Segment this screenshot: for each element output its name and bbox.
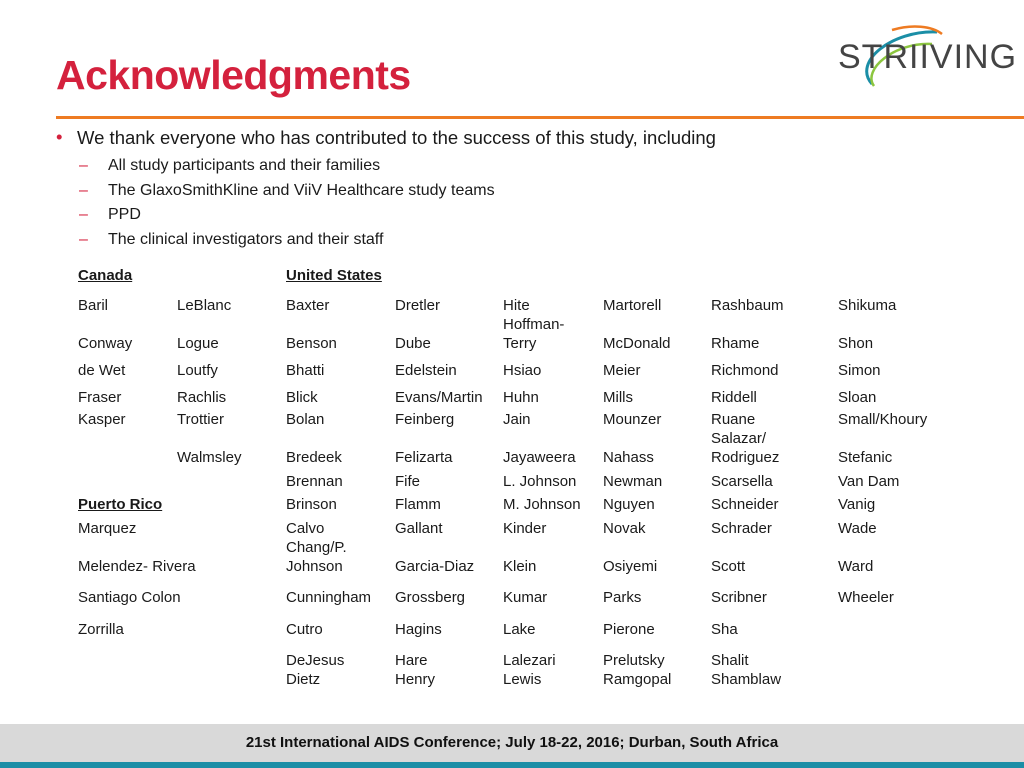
page-title: Acknowledgments — [56, 52, 411, 98]
us-name: Rhame — [711, 335, 760, 352]
us-name: Benson — [286, 335, 337, 352]
us-name: Hoffman- Terry — [503, 316, 565, 352]
us-name: Ramgopal — [603, 671, 672, 688]
us-name: Kinder — [503, 520, 547, 537]
us-name: Mounzer — [603, 411, 662, 428]
bullet-icon: • — [56, 126, 63, 147]
us-name: Bhatti — [286, 362, 325, 379]
canada-name: LeBlanc — [177, 297, 232, 314]
us-name: Novak — [603, 520, 646, 537]
us-name: Blick — [286, 389, 318, 406]
us-name: DeJesus — [286, 652, 345, 669]
title-rule — [56, 116, 1024, 119]
canada-name: Logue — [177, 335, 219, 352]
us-name: Calvo — [286, 520, 325, 537]
us-name: Richmond — [711, 362, 779, 379]
canada-name: Baril — [78, 297, 109, 314]
bullet-text: We thank everyone who has contributed to the success of this study, including — [77, 127, 716, 148]
us-name: Van Dam — [838, 473, 900, 490]
us-name: Hite — [503, 297, 530, 314]
us-name: Parks — [603, 589, 642, 606]
us-name: Schneider — [711, 496, 779, 513]
us-name: Brennan — [286, 473, 343, 490]
us-name: Jayaweera — [503, 449, 576, 466]
canada-name: Loutfy — [177, 362, 218, 379]
us-name: Vanig — [838, 496, 876, 513]
canada-name: Fraser — [78, 389, 122, 406]
us-name: Brinson — [286, 496, 337, 513]
us-name: Scribner — [711, 589, 767, 606]
us-name: Cutro — [286, 621, 323, 638]
us-name: Nahass — [603, 449, 654, 466]
us-name: L. Johnson — [503, 473, 577, 490]
us-name: Prelutsky — [603, 652, 665, 669]
puerto-rico-header: Puerto Rico — [78, 496, 163, 513]
us-name: Nguyen — [603, 496, 655, 513]
puerto-rico-name: Santiago Colon — [78, 589, 181, 606]
canada-name: Walmsley — [177, 449, 242, 466]
dash-icon: – — [79, 231, 88, 249]
us-name: Rashbaum — [711, 297, 784, 314]
footer-text: 21st International AIDS Conference; July 18-22, 2016; Durban, South Africa — [245, 734, 779, 751]
us-name: Lake — [503, 621, 536, 638]
canada-name: Rachlis — [177, 389, 227, 406]
us-name: Pierone — [603, 621, 655, 638]
us-name: Dietz — [286, 671, 321, 688]
us-name: Felizarta — [395, 449, 453, 466]
canada-header: Canada — [78, 267, 133, 284]
us-name: Hare — [395, 652, 428, 669]
us-name: Shamblaw — [711, 671, 782, 688]
us-name: Schrader — [711, 520, 772, 537]
us-name: Lewis — [503, 671, 542, 688]
us-name: Baxter — [286, 297, 330, 314]
footer — [0, 724, 1024, 762]
canada-name: Kasper — [78, 411, 126, 428]
dash-icon: – — [79, 157, 88, 174]
us-name: Simon — [838, 362, 881, 379]
us-name: Ward — [838, 558, 874, 575]
us-name: Grossberg — [395, 589, 466, 606]
us-name: Riddell — [711, 389, 757, 406]
us-name: Chang/P. Johnson — [286, 539, 347, 575]
us-name: Huhn — [503, 389, 539, 406]
us-name: Fife — [395, 473, 421, 490]
us-name: Shalit — [711, 652, 749, 669]
us-name: Wheeler — [838, 589, 894, 606]
us-name: Dube — [395, 335, 431, 352]
us-name: Shon — [838, 335, 874, 352]
us-name: Osiyemi — [603, 558, 658, 575]
us-name: Wade — [838, 520, 877, 537]
us-name: Lalezari — [503, 652, 556, 669]
us-name: Ruane — [711, 411, 756, 428]
us-name: Salazar/ Rodriguez — [711, 430, 780, 466]
us-name: Stefanic — [838, 449, 893, 466]
dash-icon: – — [79, 206, 88, 224]
us-name: Scott — [711, 558, 746, 575]
us-name: Small/Khoury — [838, 411, 928, 428]
us-name: Kumar — [503, 589, 548, 606]
us-name: Feinberg — [395, 411, 455, 428]
us-name: Hsiao — [503, 362, 542, 379]
us-name: Evans/Martin — [395, 389, 483, 406]
us-name: Garcia-Diaz — [395, 558, 475, 575]
us-name: Gallant — [395, 520, 443, 537]
us-name: Flamm — [395, 496, 441, 513]
us-name: Bredeek — [286, 449, 342, 466]
canada-name: Trottier — [177, 411, 224, 428]
us-name: Scarsella — [711, 473, 773, 490]
us-name: Cunningham — [286, 589, 372, 606]
dash-icon: – — [79, 181, 88, 199]
us-name: Mills — [603, 389, 633, 406]
footer-bar — [0, 762, 1024, 768]
us-name: Meier — [603, 362, 641, 379]
us-name: Sha — [711, 621, 738, 638]
united-states-header: United States — [286, 267, 382, 284]
us-name: Shikuma — [838, 297, 897, 314]
us-name: Newman — [603, 473, 663, 490]
us-name: Dretler — [395, 297, 441, 314]
puerto-rico-name: Melendez- Rivera — [78, 558, 196, 575]
us-name: Sloan — [838, 389, 877, 406]
us-name: Martorell — [603, 297, 662, 314]
us-name: McDonald — [603, 335, 671, 352]
us-name: Klein — [503, 558, 537, 575]
logo-text: STRIIVING — [838, 38, 1018, 76]
canada-name: de Wet — [78, 362, 126, 379]
us-name: Jain — [503, 411, 531, 428]
puerto-rico-name: Zorrilla — [78, 621, 124, 638]
us-name: Hagins — [395, 621, 442, 638]
us-name: Bolan — [286, 411, 325, 428]
us-name: Edelstein — [395, 362, 457, 379]
us-name: M. Johnson — [503, 496, 581, 513]
canada-name: Conway — [78, 335, 133, 352]
puerto-rico-name: Marquez — [78, 520, 137, 537]
striiving-logo — [832, 22, 1022, 92]
us-name: Henry — [395, 671, 436, 688]
